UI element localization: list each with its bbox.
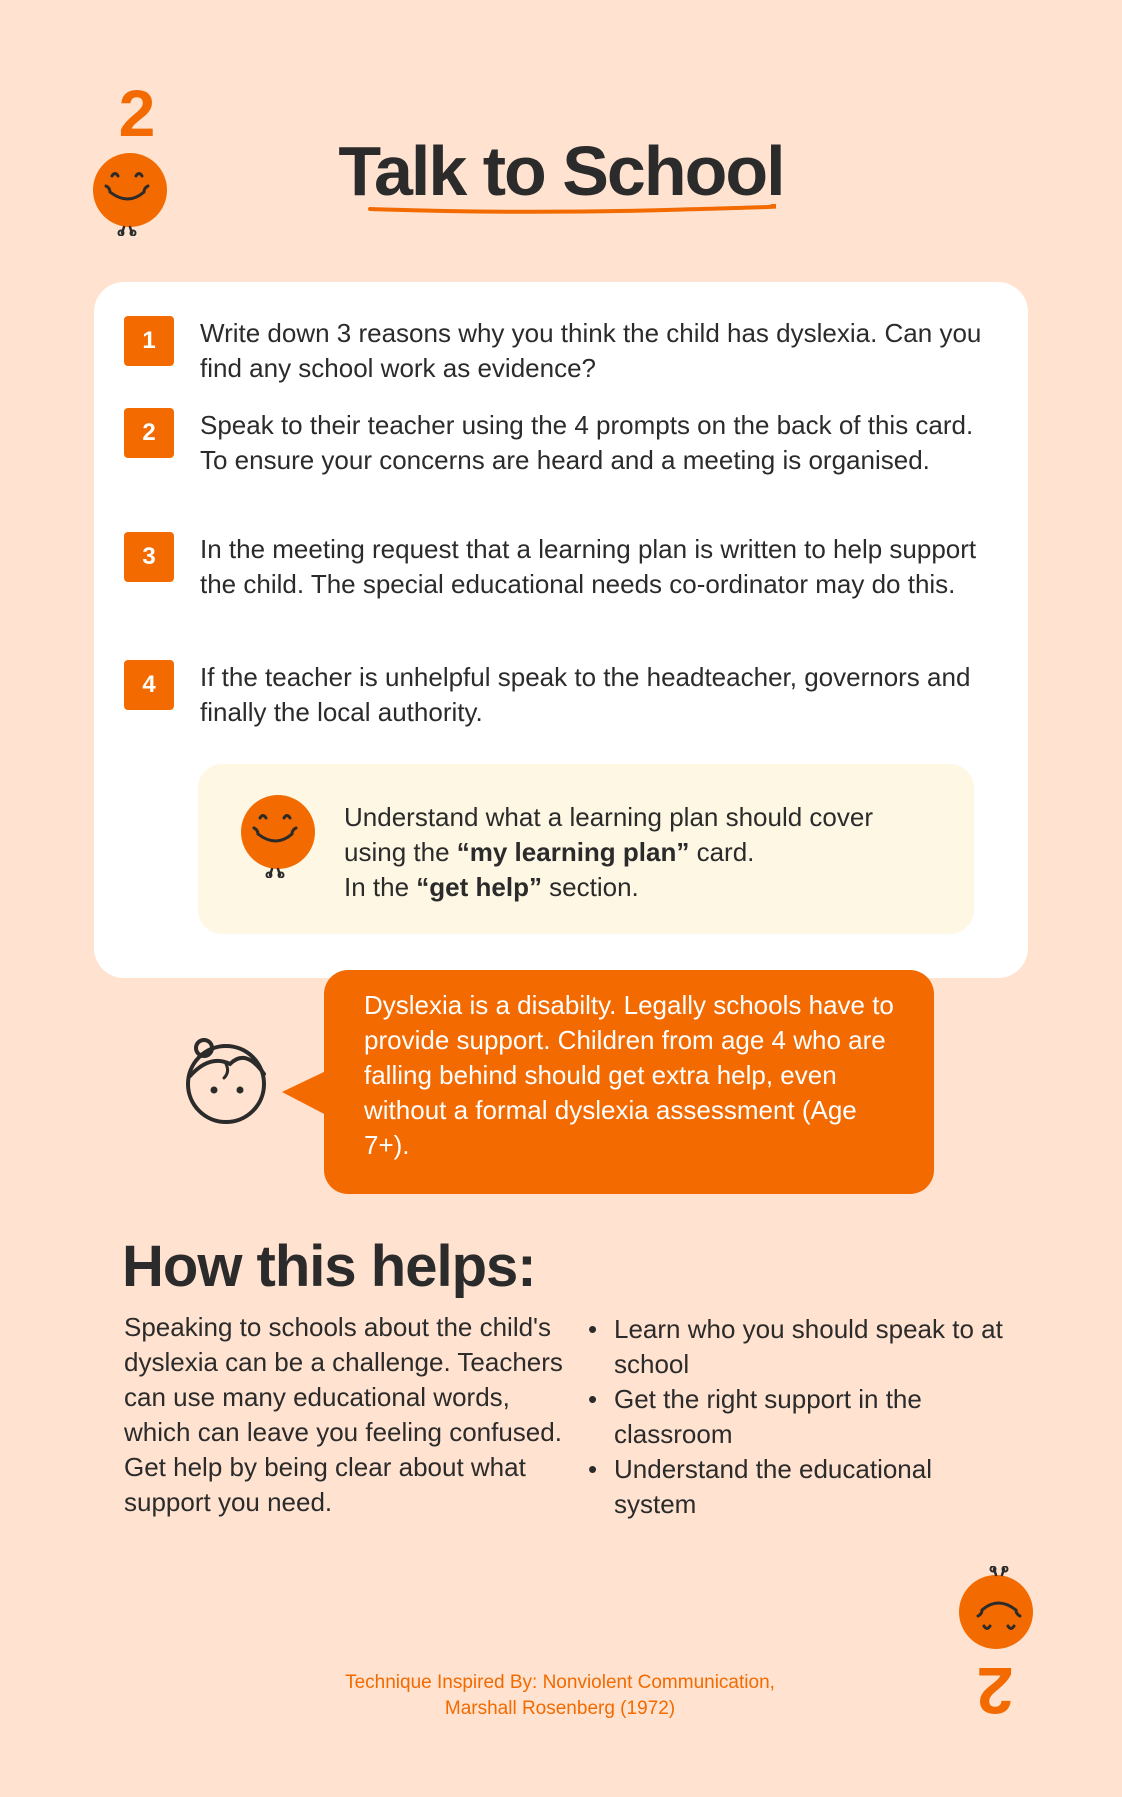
list-item: • Understand the educational system — [584, 1452, 1004, 1522]
list-item: • Get the right support in the classroom — [584, 1382, 1004, 1452]
step-number-badge: 3 — [124, 532, 174, 582]
step-number-badge: 1 — [124, 316, 174, 366]
smiley-mascot-icon — [240, 794, 320, 878]
step-text: If the teacher is unhelpful speak to the headteacher, governors and finally the local authority. — [200, 662, 971, 727]
footer-credit — [300, 1670, 820, 1722]
steps-card — [94, 282, 1028, 978]
tip-text — [344, 800, 944, 905]
tip-text-segment: card. — [689, 837, 755, 867]
helps-paragraph-text: Speaking to schools about the child's dyslexia can be a challenge. Teachers can use many educational words, which can leave you feeling confused. — [124, 1312, 563, 1447]
tip-text-segment: using the — [344, 837, 457, 867]
person-face-icon — [180, 1034, 272, 1126]
tip-card-reference: “my learning plan” — [456, 837, 690, 867]
list-item: • Learn who you should speak to at school — [584, 1312, 1004, 1382]
footer-line: Technique Inspired By: Nonviolent Communication, — [345, 1672, 775, 1693]
tip-text-segment: In the — [344, 872, 417, 902]
helps-paragraph-text: Get help by being clear about what support you need. — [124, 1452, 526, 1517]
step-number-badge: 4 — [124, 660, 174, 710]
smiley-mascot-icon — [954, 1566, 1034, 1650]
step-text: In the meeting request that a learning plan is written to help support the child. The special educational needs co-ordinator may do this. — [200, 534, 977, 599]
tip-line — [344, 835, 944, 870]
tip-text-segment: section. — [541, 872, 639, 902]
how-this-helps-heading: How this helps: — [122, 1234, 536, 1299]
helps-bullet-list — [584, 1312, 1004, 1522]
speech-bubble-text: Dyslexia is a disabilty. Legally schools have to provide support. Children from age 4 who are falling behind should get extra help, even without a formal dyslexia assessment (Age 7+). — [364, 990, 894, 1160]
footer-line: Marshall Rosenberg (1972) — [444, 1698, 676, 1719]
page-title: Talk to School — [338, 132, 784, 210]
tip-section-reference: “get help” — [416, 872, 542, 902]
step-number-badge: 2 — [124, 408, 174, 458]
card-number: 2 — [976, 1654, 1014, 1728]
tip-line: Understand what a learning plan should cover — [344, 802, 874, 832]
helps-paragraph — [124, 1310, 564, 1520]
card-number-badge-inverted — [950, 1566, 1040, 1726]
step-text: Speak to their teacher using the 4 prompts on the back of this card. To ensure your concerns are heard and a meeting is organised. — [200, 410, 974, 475]
card-number: 2 — [118, 76, 156, 150]
title-underline-decoration — [366, 200, 776, 218]
speech-bubble — [324, 970, 934, 1194]
step-text: Write down 3 reasons why you think the child has dyslexia. Can you find any school work as evidence? — [200, 318, 982, 383]
tip-box — [198, 764, 974, 934]
tip-line — [344, 870, 944, 905]
